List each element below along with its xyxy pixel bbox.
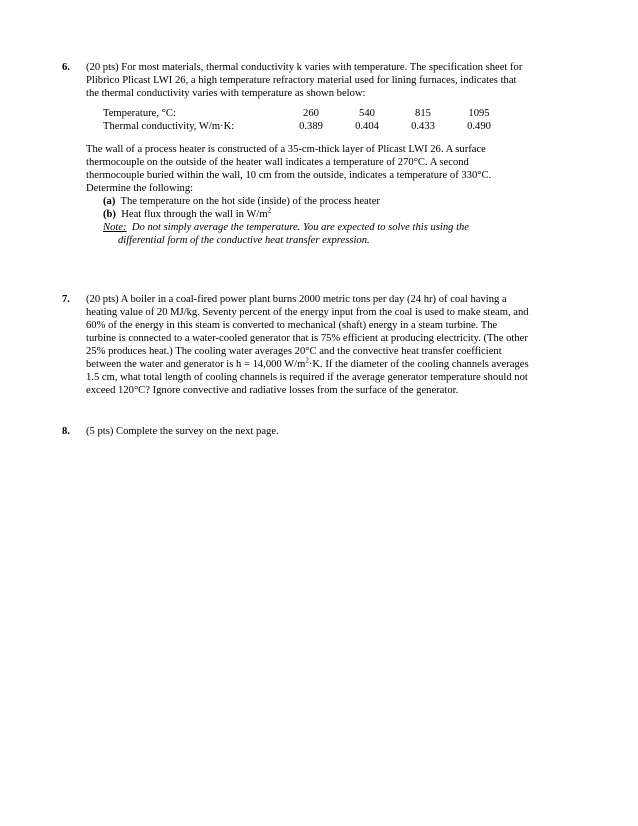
table-row bbox=[103, 120, 507, 133]
problem-number: 8. bbox=[62, 426, 70, 437]
row-label: Temperature, °C: bbox=[103, 108, 176, 119]
table-cell: 0.433 bbox=[411, 121, 435, 132]
note-label: Note: bbox=[103, 222, 127, 233]
text-line: exceed 120°C? Ignore convective and radiative losses from the surface of the generator. bbox=[86, 385, 459, 396]
note bbox=[103, 221, 582, 234]
table-cell: 0.389 bbox=[299, 121, 323, 132]
note-continuation: differential form of the conductive heat transfer expression. bbox=[118, 235, 370, 246]
text-line: (5 pts) Complete the survey on the next page. bbox=[86, 426, 279, 437]
superscript: 2 bbox=[267, 206, 272, 215]
part-label: (a) bbox=[103, 196, 116, 207]
problem-number: 6. bbox=[62, 62, 70, 73]
text-line: Determine the following: bbox=[86, 183, 194, 194]
superscript: 2 bbox=[305, 356, 309, 365]
table-cell: 260 bbox=[303, 108, 319, 119]
table-cell: 0.490 bbox=[467, 121, 491, 132]
table-row bbox=[103, 107, 507, 120]
table-cell: 1095 bbox=[468, 108, 490, 119]
text-line: (20 pts) A boiler in a coal-fired power plant burns 2000 metric tons per day (24 hr) of coal having a bbox=[86, 294, 507, 305]
part-a bbox=[103, 195, 582, 208]
text-line: 60% of the energy in this steam is converted to mechanical (shaft) energy in a steam turbine. The bbox=[86, 320, 498, 331]
problem-8 bbox=[62, 425, 582, 438]
part-text: Heat flux through the wall in W/m bbox=[121, 209, 268, 220]
text-line: heating value of 20 MJ/kg. Seventy percent of the energy input from the coal is used to make steam, and bbox=[86, 307, 529, 318]
text-line: turbine is connected to a water-cooled generator that is 75% efficient at producing electricity. (The other bbox=[86, 333, 528, 344]
note-text: Do not simply average the temperature. You are expected to solve this using the bbox=[131, 222, 470, 233]
text-line: The wall of a process heater is constructed of a 35-cm-thick layer of Plicast LWI 26. A surface bbox=[86, 144, 486, 155]
row-label: Thermal conductivity, W/m·K: bbox=[103, 121, 235, 132]
part-label: (b) bbox=[103, 209, 116, 220]
table-cell: 540 bbox=[359, 108, 375, 119]
text-fragment: between the water and generator is h = 14,000 W/m bbox=[86, 359, 306, 370]
text-fragment: ·K. If the diameter of the cooling channels averages bbox=[308, 359, 529, 370]
problem-number: 7. bbox=[62, 294, 70, 305]
table-cell: 0.404 bbox=[355, 121, 379, 132]
table-cell: 815 bbox=[415, 108, 431, 119]
text-line bbox=[86, 358, 582, 371]
conductivity-table bbox=[103, 107, 507, 133]
text-line: 1.5 cm, what total length of cooling channels is required if the average generator temperature should not bbox=[86, 372, 528, 383]
part-b bbox=[103, 208, 582, 221]
part-text: The temperature on the hot side (inside) of the process heater bbox=[120, 196, 380, 207]
text-line: (20 pts) For most materials, thermal conductivity k varies with temperature. The specification sheet for bbox=[86, 62, 523, 73]
text-line: thermocouple on the outside of the heater wall indicates a temperature of 270°C. A second bbox=[86, 157, 469, 168]
text-line: the thermal conductivity varies with temperature as shown below: bbox=[86, 88, 366, 99]
problem-6 bbox=[62, 61, 582, 247]
problem-7 bbox=[62, 293, 582, 397]
text-line: 25% produces heat.) The cooling water averages 20°C and the convective heat transfer coefficient bbox=[86, 346, 502, 357]
text-line: thermocouple buried within the wall, 10 cm from the outside, indicates a temperature of 330°C. bbox=[86, 170, 492, 181]
text-line: Plibrico Plicast LWI 26, a high temperature refractory material used for lining furnaces, indicates that bbox=[86, 75, 517, 86]
